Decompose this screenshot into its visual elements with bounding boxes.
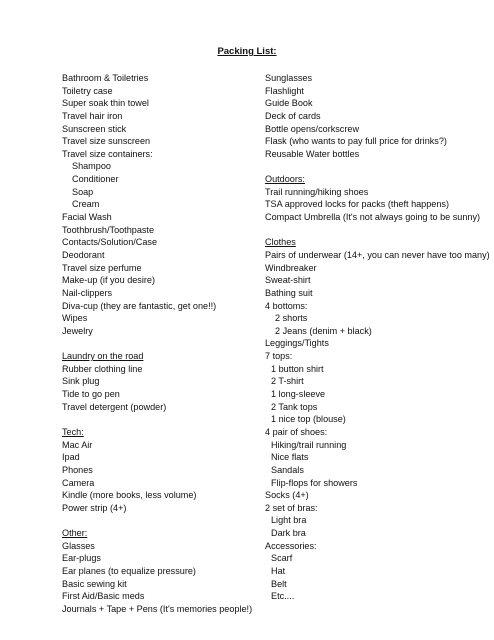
list-item: Contacts/Solution/Case	[62, 237, 158, 248]
list-item: Diva-cup (they are fantastic, get one!!)	[62, 300, 217, 311]
section-spacer	[62, 413, 262, 426]
list-item: Guide Book	[265, 98, 313, 109]
list-item: Phones	[62, 464, 93, 475]
list-item: Hat	[271, 565, 286, 576]
list-item: Ear planes (to equalize pressure)	[62, 565, 196, 576]
list-item: Kindle (more books, less volume)	[62, 490, 197, 501]
list-item: Flip-flops for showers	[271, 477, 358, 488]
list-item: Tide to go pen	[62, 389, 120, 400]
section-spacer	[265, 160, 494, 173]
list-item: Sunscreen stick	[62, 123, 127, 134]
list-item: Belt	[271, 578, 287, 589]
list-item: Sandals	[271, 464, 304, 475]
list-item: 1 button shirt	[271, 363, 324, 374]
list-item: Power strip (4+)	[62, 502, 127, 513]
list-item: Travel hair iron	[62, 110, 123, 121]
list-item: Flashlight	[265, 85, 304, 96]
left-column-list	[62, 72, 262, 616]
list-item: Travel size perfume	[62, 262, 142, 273]
list-item: Flask (who wants to pay full price for drinks?)	[265, 136, 447, 147]
list-item: Bathroom & Toiletries	[62, 73, 149, 83]
list-item: Make-up (if you desire)	[62, 275, 155, 286]
list-item: 2 T-shirt	[271, 376, 304, 387]
list-item: Nice flats	[271, 452, 309, 463]
list-item: Conditioner	[72, 174, 119, 185]
list-item: 1 long-sleeve	[271, 389, 326, 400]
section-heading: Tech:	[62, 426, 84, 437]
list-item: Toiletry case	[62, 85, 113, 96]
section-heading: Laundry on the road	[62, 351, 144, 362]
list-item: Sink plug	[62, 376, 100, 387]
list-item: Glasses	[62, 540, 95, 551]
list-item: Camera	[62, 477, 95, 488]
section-spacer	[62, 514, 262, 527]
list-item: 2 Tank tops	[271, 401, 318, 412]
list-item: Journals + Tape + Pens (It's memories people!)	[62, 603, 253, 614]
list-item: Mac Air	[62, 439, 93, 450]
list-item: 1 nice top (blouse)	[271, 414, 346, 425]
list-item: 2 set of bras:	[265, 502, 318, 513]
section-heading: Outdoors:	[265, 174, 305, 185]
list-item: Deodorant	[62, 249, 105, 260]
list-item: Bathing suit	[265, 287, 313, 298]
list-item: Etc....	[271, 591, 295, 602]
right-column-list	[265, 72, 494, 603]
list-item: 4 bottoms:	[265, 300, 308, 311]
section-heading: Other:	[62, 528, 88, 539]
list-item: Nail-clippers	[62, 287, 113, 298]
list-item: Ear-plugs	[62, 553, 101, 564]
list-item: Trail running/hiking shoes	[265, 186, 369, 197]
section-spacer	[62, 337, 262, 350]
section-heading: Clothes	[265, 237, 296, 248]
list-item: Rubber clothing line	[62, 363, 143, 374]
list-item: 4 pair of shoes:	[265, 426, 328, 437]
list-item: Bottle opens/corkscrew	[265, 123, 360, 134]
list-item: Sweat-shirt	[265, 275, 311, 286]
list-item: Facial Wash	[62, 212, 112, 223]
list-item: Reusable Water bottles	[265, 148, 360, 159]
list-item: Wipes	[62, 313, 88, 324]
list-item: Toothbrush/Toothpaste	[62, 224, 155, 235]
list-item: Hiking/trail running	[271, 439, 347, 450]
list-item: Soap	[72, 186, 94, 197]
list-item: Super soak thin towel	[62, 98, 149, 109]
page-title: Packing List:	[217, 46, 277, 57]
list-item: Basic sewing kit	[62, 578, 127, 589]
list-item: Deck of cards	[265, 110, 321, 121]
list-item: Travel detergent (powder)	[62, 401, 167, 412]
list-item: 2 Jeans (denim + black)	[275, 325, 372, 336]
list-item: Leggings/Tights	[265, 338, 329, 349]
list-item: TSA approved locks for packs (theft happens)	[265, 199, 449, 210]
list-item: Travel size sunscreen	[62, 136, 151, 147]
list-item: Dark bra	[271, 528, 306, 539]
list-item: Pairs of underwear (14+, you can never have too many)	[265, 249, 490, 260]
list-item: Compact Umbrella (It's not always going to be sunny)	[265, 212, 481, 223]
section-spacer	[265, 224, 494, 237]
list-item: Sunglasses	[265, 73, 313, 83]
list-item: Travel size containers:	[62, 148, 153, 159]
list-item: First Aid/Basic meds	[62, 591, 145, 602]
list-item: Accessories:	[265, 540, 317, 551]
list-item: Windbreaker	[265, 262, 317, 273]
list-item: 7 tops:	[265, 351, 293, 362]
list-item: Cream	[72, 199, 100, 210]
list-item: Light bra	[271, 515, 307, 526]
list-item: 2 shorts	[275, 313, 308, 324]
list-item: Shampoo	[72, 161, 111, 172]
list-item: Ipad	[62, 452, 80, 463]
list-item: Jewelry	[62, 325, 93, 336]
list-item: Scarf	[271, 553, 293, 564]
list-item: Socks (4+)	[265, 490, 309, 501]
